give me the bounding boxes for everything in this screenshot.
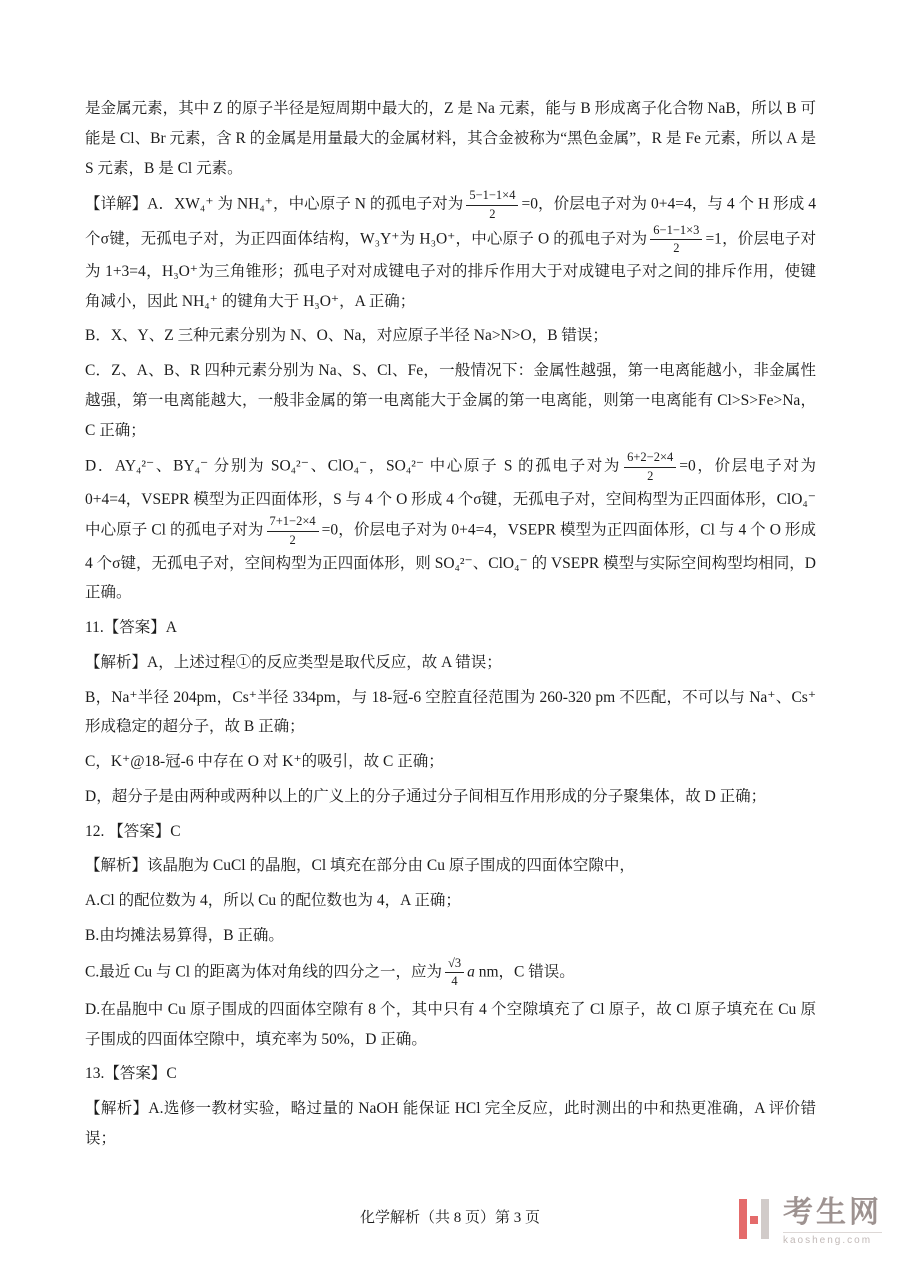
paragraph-analysis-12: 【解析】该晶胞为 CuCl 的晶胞，Cl 填充在部分由 Cu 原子围成的四面体空隙中， <box>85 857 635 875</box>
inline-fraction: $\frac{5-1-1\times 4}{2}$ <box>466 188 518 222</box>
paragraph-analysis-12-a: A.Cl 的配位数为 4，所以 Cu 的配位数也为 4，A 正确； <box>85 892 461 909</box>
logo-icon <box>733 1196 777 1244</box>
paragraph-answer-13: 13.【答案】C <box>85 1065 177 1083</box>
kaosheng-logo <box>733 1196 882 1246</box>
inline-fraction: $\frac{6+2-2\times 4}{2}$ <box>624 450 676 484</box>
paragraph-analysis-12-d: D.在晶胞中 Cu 原子围成的四面体空隙有 8 个，其中只有 4 个空隙填充了 Cl 原子，故 Cl 原子填充在 Cu 原子围成的四面体空隙中，填充率为 50%，D 正确。 <box>85 1000 816 1048</box>
paragraph-analysis-11-c: C，K⁺@18-冠-6 中存在 O 对 K⁺的吸引，故 C 正确； <box>85 753 444 770</box>
inline-fraction: $\frac{7+1-2\times 4}{2}$ <box>267 514 319 548</box>
paragraph-answer-11: 11.【答案】A <box>85 619 177 636</box>
logo-text-block <box>783 1196 882 1246</box>
document-body <box>85 94 816 1159</box>
paragraph-option-c: C．Z、A、B、R 四种元素分别为 Na、S、Cl、Fe，一般情况下：金属性越强，第一电离能越小，非金属性越强，第一电离能越大，一般非金属的第一电离能大于金属的第一电离能，则第一电离能有 Cl>S>Fe>Na，C 正确； <box>85 362 816 439</box>
paragraph-analysis-11-d: D，超分子是由两种或两种以上的广义上的分子通过分子间相互作用形成的分子聚集体，故 D 正确； <box>85 787 767 805</box>
footer-text: 化学解析（共 8 页）第 3 页 <box>359 1210 540 1226</box>
paragraph-analysis-11-b: B，Na⁺半径 204pm，Cs⁺半径 334pm，与 18-冠-6 空腔直径范围为 260-320 pm 不匹配，不可以与 Na⁺、Cs⁺形成稳定的超分子，故 B 正确； <box>85 688 816 736</box>
inline-fraction: $\frac{6-1-1\times 3}{2}$ <box>650 223 702 257</box>
inline-fraction: $\frac{√3}{4}$ <box>445 956 464 990</box>
logo-subtext: kaosheng.com <box>783 1232 882 1246</box>
paragraph-option-b: B．X、Y、Z 三种元素分别为 N、O、Na，对应原子半径 Na>N>O，B 错误； <box>85 327 608 345</box>
math-variable: a <box>467 963 475 981</box>
paragraph-analysis-13-a: 【解析】A.选修一教材实验，略过量的 NaOH 能保证 HCl 完全反应，此时测出的中和热更准确，A 评价错误； <box>85 1100 816 1147</box>
paragraph-answer-12: 12. 【答案】C <box>85 822 181 840</box>
paragraph-continuation: 是金属元素，其中 Z 的原子半径是短周期中最大的，Z 是 Na 元素，能与 B 形成离子化合物 NaB，所以 B 可能是 Cl、Br 元素，含 R 的金属是用量最大的金属材料，其合金被称为“黑色金属”，R 是 Fe 元素，所以 A 是 S 元素，B 是 Cl 元素。 <box>85 100 816 177</box>
paragraph-option-d: D．AY₄²⁻、BY₄⁻ 分别为 SO₄²⁻、ClO₄⁻，SO₄²⁻ 中心原子 S 的孤电子对为 $\frac{6+2-2\times 4}{2}$ =0，价层电子对为 0+4=4，VSEPR 模型为正四面体形，S 与 4 个 O 形成 4 个σ键，无孤电子对，空间构型为正四面体形，ClO₄⁻ 中心原子 Cl 的孤电子对为 $\frac{7+1-2\times 4}{2}$ =0，价层电子对为 0+4=4，VSEPR 模型为正四面体形，Cl 与 4 个 O 形成 4 个σ键，无孤电子对，空间构型为正四面体形，则 SO₄²⁻、ClO₄⁻ 的 VSEPR 模型与实际空间构型均相同，D 正确。 <box>85 450 816 602</box>
paragraph-analysis-11-a: 【解析】A，上述过程①的反应类型是取代反应，故 A 错误； <box>85 653 502 671</box>
logo-text: 考生网 <box>783 1196 882 1229</box>
paragraph-analysis-12-b: B.由均摊法易算得，B 正确。 <box>85 926 284 944</box>
paragraph-analysis-12-c: C.最近 Cu 与 Cl 的距离为体对角线的四分之一，应为 $\frac{√3}{4}$ a nm，C 错误。 <box>85 955 575 989</box>
paragraph-detail-a: 【详解】A．XW₄⁺ 为 NH₄⁺，中心原子 N 的孤电子对为 $\frac{5-1-1\times 4}{2}$ =0，价层电子对为 0+4=4，与 4 个 H 形成 4 个σ键，无孤电子对，为正四面体结构，W₃Y⁺为 H₃O⁺，中心原子 O 的孤电子对为 $\frac{6-1-1\times 3}{2}$ =1，价层电子对为 1+3=4，H₃O⁺为三角锥形；孤电子对对成键电子对的排斥作用大于对成键电子对之间的排斥作用，使键角减小，因此 NH₄⁺ 的键角大于 H₃O⁺，A 正确； <box>85 188 816 310</box>
